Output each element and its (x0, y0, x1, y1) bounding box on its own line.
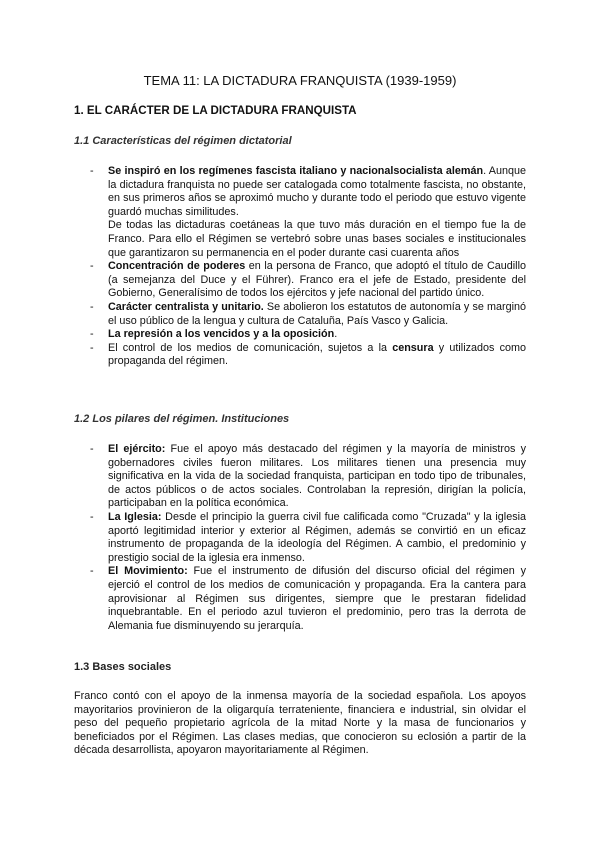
item-bold-text: Se inspiró en los regímenes fascista italiano y nacionalsocialista alemán (108, 165, 484, 177)
subsection-heading-1-1: 1.1 Características del régimen dictatorial (74, 135, 292, 147)
subsection-heading-1-3: 1.3 Bases sociales (74, 661, 172, 673)
item-text-pre: El control de los medios de comunicación, sujetos a la (108, 341, 393, 354)
item-bold-text: censura (392, 341, 434, 354)
item-text: Fue el apoyo más destacado del régimen y la mayoría de ministros y gobernadores civiles fueron militares. Los militares tienen una presencia muy significativa en la vida de la sociedad franquista, participan en todo tipo de tribunales, de actos públicos o de actos sociales. Controlaban la represión, dirigían la policía, participaban en la política económica. (108, 443, 526, 510)
item-text: Fue el instrumento de difusión del discurso oficial del régimen y ejerció el control de los medios de comunicación y propaganda. Era la cantera para aprovisionar al Régimen sus dirigentes, siempre que le prestaran fidelidad inquebrantable. En el periodo azul tuvieron el predominio, pero tras la derrota de Alemania fue disminuyendo su jerarquía. (108, 565, 527, 632)
list-item (90, 511, 526, 565)
item-text: en la persona de Franco, que adoptó el título de Caudillo (a semejanza del Duce y el Führer). Franco era el jefe de Estado, presidente del Gobierno, Generalísimo de todos los ejércitos y jefe nacional del partido único. (108, 260, 526, 300)
document-title: TEMA 11: LA DICTADURA FRANQUISTA (1939-1959) (143, 73, 457, 88)
list-dash: - (90, 565, 94, 578)
list-item (90, 443, 526, 511)
list-item (90, 260, 526, 301)
item-text: Desde el principio la guerra civil fue calificada como "Cruzada" y la iglesia aportó legitimidad interior y exterior al Régimen, además se convirtió en un eficaz instrumento de propaganda de la ideología del Régimen. A cambio, el predominio y prestigio social de la iglesia era inmenso. (108, 510, 526, 564)
list-dash: - (90, 510, 94, 523)
item-bold-text: La represión a los vencidos y a la oposición (108, 328, 335, 341)
item-text: . Aunque la dictadura franquista no puede ser catalogada como totalmente fascista, no obstante, en sus primeros años se aproximó mucho y durante todo el periodo que estuvo vigente guardó muchas similitudes. (108, 165, 526, 218)
item-bold-text: Carácter centralista y unitario. (108, 300, 264, 313)
item-bold-text: Concentración de poderes (108, 260, 246, 273)
item-bold-text: La Iglesia: (108, 510, 162, 523)
item-text: . (334, 328, 338, 341)
list-item (90, 301, 526, 328)
social-bases-paragraph: Franco contó con el apoyo de la inmensa mayoría de la sociedad española. Los apoyos mayoritarios provinieron de la oligarquía terrateniente, financiera e industrial, sin olvidar el peso del pequeño propietario agrícola de la mitad Norte y la masa de funcionarios y beneficiados por el Régimen. Las clases medias, que conocieron su eclosión a partir de la década desarrollista, apoyaron mayoritariamente al Régimen. (74, 690, 526, 757)
list-dash: - (90, 300, 94, 313)
list-item (90, 328, 526, 342)
item-extra-paragraph: De todas las dictaduras coetáneas la que tuvo más duración en el tiempo fue la de Franco. Para ello el Régimen se vertebró sobre unas bases sociales e institucionales que garantizaron su permanencia en el poder durante casi cuarenta años (108, 219, 526, 259)
list-dash: - (90, 443, 94, 455)
list-item (90, 342, 526, 369)
item-bold-text: El ejército: (108, 443, 166, 455)
list-dash: - (90, 260, 94, 273)
item-text: Se abolieron los estatutos de autonomía y se marginó el uso público de la lengua y cultura de Cataluña, País Vasco y Galicia. (108, 300, 526, 327)
list-dash: - (90, 328, 94, 341)
item-bold-text: El Movimiento: (108, 565, 188, 578)
subsection-heading-1-2: 1.2 Los pilares del régimen. Instituciones (74, 413, 290, 425)
characteristics-list (90, 165, 526, 369)
list-item (90, 565, 526, 633)
list-item (90, 165, 526, 260)
section-heading-1: 1. EL CARÁCTER DE LA DICTADURA FRANQUISTA (74, 104, 357, 117)
list-dash: - (90, 341, 94, 354)
list-dash: - (90, 165, 94, 177)
pillars-list (90, 443, 526, 633)
item-text: y utilizados como propaganda del régimen. (108, 341, 526, 368)
